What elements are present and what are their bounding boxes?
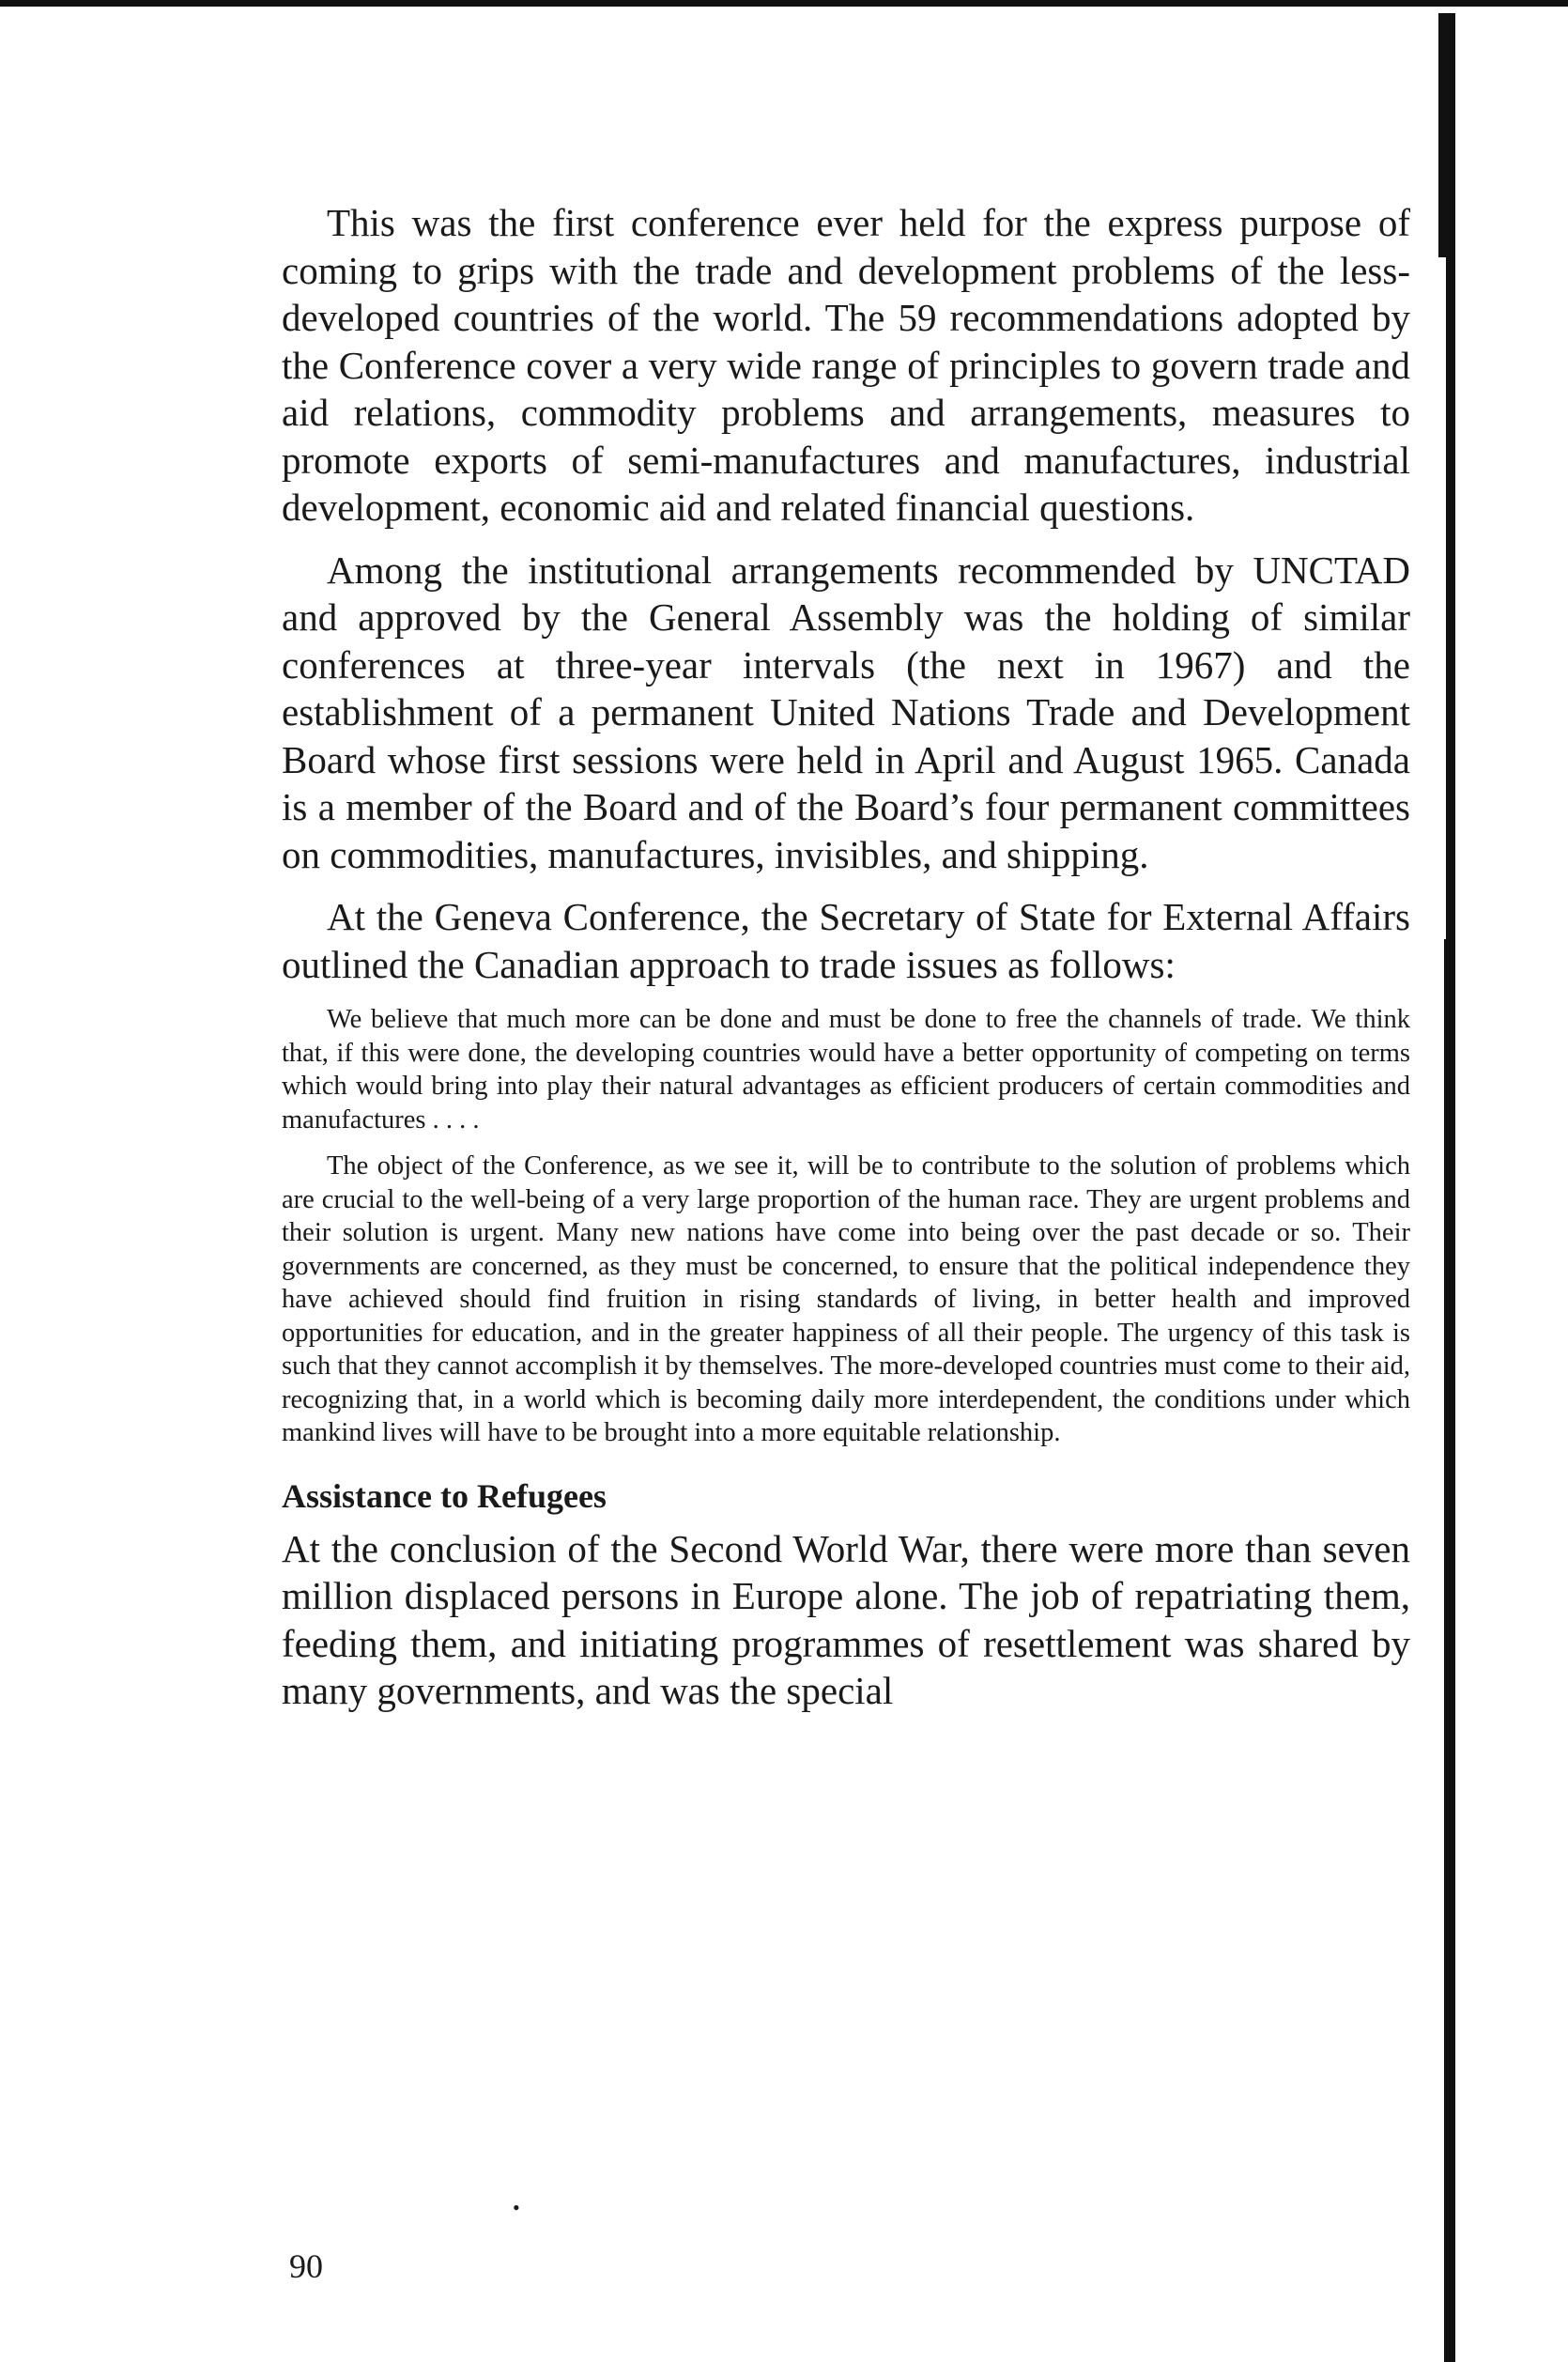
- page-number: 90: [289, 2247, 323, 2285]
- stray-mark: •: [513, 2196, 520, 2219]
- body-paragraph: At the Geneva Conference, the Secretary of State for External Affairs outlined the Canadian approach to trade issues as follows:: [282, 895, 1410, 986]
- body-paragraph: Among the institutional arrangements recommended by UNCTAD and approved by the General Assembly was the holding of similar conferences at three-year intervals (the next in 1967) and the establishment of a permanent United Nations Trade and Development Board whose first sessions were held in April and August 1965. Canada is a member of the Board and of the Board’s four permanent committees on commodities, manufactures, invisibles, and shipping.: [282, 548, 1410, 876]
- block-quote: The object of the Conference, as we see it, will be to contribute to the solution of problems which are crucial to the well-being of a very large proportion of the human race. They are urgent problems and their solution is urgent. Many new nations have come into being over the past decade or so. Their governments are concerned, as they must be concerned, to ensure that the political independence they have achieved should find fruition in rising standards of living, in better health and improved opportunities for education, and in the greater happiness of all their people. The urgency of this task is such that they cannot accomplish it by themselves. The more-developed countries must come to their aid, recognizing that, in a world which is becoming daily more interdependent, the conditions under which mankind lives will have to be brought into a more equitable relationship.: [282, 1151, 1410, 1447]
- gutter-notch: [1444, 939, 1450, 2362]
- body-paragraph: This was the first conference ever held for the express purpose of coming to grips with the trade and development problems of the less-developed countries of the world. The 59 recommendations adopted by the Conference cover a very wide range of principles to govern trade and aid relations, commodity problems and arrangements, measures to promote exports of semi-manufactures and manufactures, industrial development, economic aid and related financial questions.: [282, 201, 1410, 529]
- block-quote: We believe that much more can be done and must be done to free the channels of trade. We think that, if this were done, the developing countries would have a better opportunity of competing on terms which would bring into play their natural advantages as efficient producers of certain commodities and manufactures . . . .: [282, 1005, 1410, 1135]
- gutter-notch: [1438, 13, 1448, 257]
- body-paragraph: At the conclusion of the Second World War, there were more than seven million displaced persons in Europe alone. The job of repatriating them, feeding them, and initiating programmes of resettlement was shared by many governments, and was the special: [282, 1526, 1410, 1712]
- top-edge-rule: [0, 0, 1568, 7]
- section-heading: Assistance to Refugees: [282, 1476, 607, 1515]
- main-text-column: [282, 199, 1410, 1730]
